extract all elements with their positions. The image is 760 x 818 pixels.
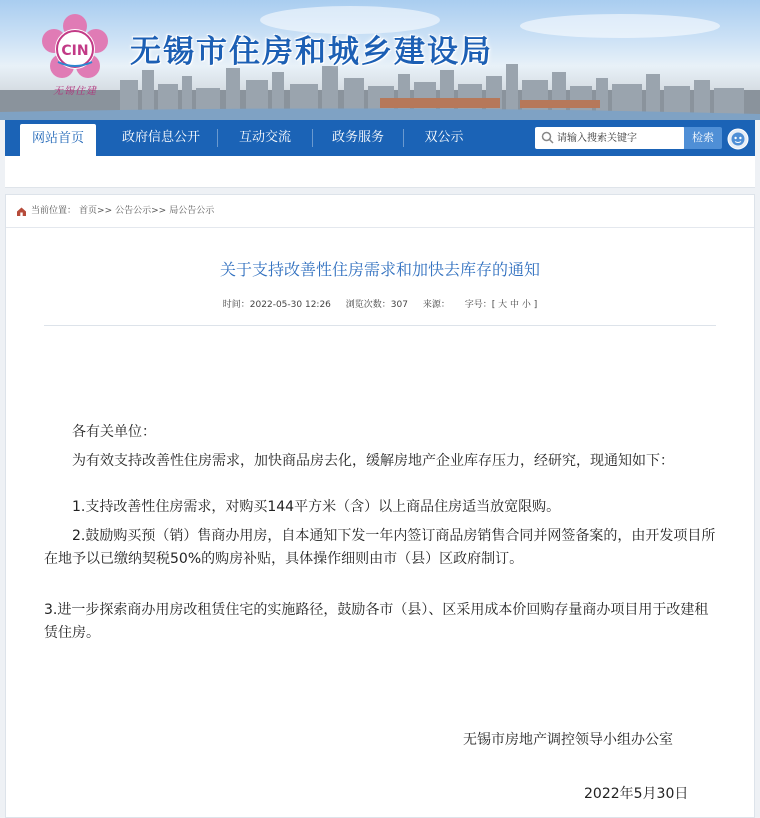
logo-caption: 无锡住建 bbox=[53, 86, 97, 97]
nav-separator bbox=[312, 129, 313, 147]
nav-separator bbox=[217, 129, 218, 147]
nav-item-home[interactable]: 网站首页 bbox=[20, 124, 96, 156]
home-icon bbox=[16, 206, 27, 217]
article-card bbox=[5, 194, 755, 818]
breadcrumb-prefix: 当前位置： bbox=[31, 205, 77, 216]
nav-item-services[interactable]: 政务服务 bbox=[331, 130, 384, 145]
item-2-paragraph: 2.鼓励购买预（销）售商办用房，自本通知下发一年内签订商品房销售合同并网签备案的，由开发项目所在地予以已缴纳契税50%的购房补贴，具体操作细则由市（县）区政府制订。 bbox=[44, 528, 716, 567]
logo-flower-icon bbox=[40, 14, 110, 84]
cloud-decoration bbox=[520, 14, 720, 38]
view-count: 浏览次数：307 bbox=[345, 300, 408, 310]
search-field bbox=[535, 127, 685, 149]
header-banner bbox=[0, 0, 760, 120]
nav-item-double-publicity[interactable]: 双公示 bbox=[424, 130, 464, 145]
accessibility-icon[interactable] bbox=[727, 128, 749, 150]
main-nav bbox=[5, 120, 755, 156]
nav-separator bbox=[403, 129, 404, 147]
breadcrumb-bureau-notices[interactable]: 局公告公示 bbox=[169, 205, 215, 216]
breadcrumb-notices[interactable]: 公告公示 bbox=[115, 205, 152, 216]
item-1-paragraph: 1.支持改善性住房需求，对购买144平方米（含）以上商品住房适当放宽限购。 bbox=[72, 499, 561, 515]
signature-office: 无锡市房地产调控领导小组办公室 bbox=[463, 732, 673, 748]
search-input[interactable] bbox=[557, 129, 681, 147]
search-icon bbox=[541, 131, 554, 144]
breadcrumb bbox=[6, 195, 754, 228]
greeting-paragraph: 各有关单位： bbox=[72, 424, 156, 440]
title-divider bbox=[44, 325, 716, 326]
signature-date: 2022年5月30日 bbox=[584, 786, 689, 802]
publish-time: 时间：2022-05-30 12:26 bbox=[222, 300, 331, 310]
nav-item-interaction[interactable]: 互动交流 bbox=[238, 130, 291, 145]
breadcrumb-separator: >> bbox=[151, 205, 167, 216]
breadcrumb-separator: >> bbox=[97, 205, 113, 216]
article-source: 来源： bbox=[422, 300, 450, 310]
breadcrumb-home[interactable]: 首页 bbox=[79, 205, 98, 216]
article-meta bbox=[6, 297, 754, 310]
nav-item-gov-info[interactable]: 政府信息公开 bbox=[121, 130, 200, 145]
intro-paragraph: 为有效支持改善性住房需求，加快商品房去化，缓解房地产企业库存压力，经研究，现通知如下： bbox=[72, 453, 674, 469]
site-title: 无锡市住房和城乡建设局 bbox=[130, 34, 493, 70]
item-3-paragraph: 3.进一步探索商办用房改租赁住宅的实施路径，鼓励各市（县）、区采用成本价回购存量商办项目用于改建租赁住房。 bbox=[44, 602, 709, 641]
search-button[interactable]: 检索 bbox=[684, 127, 722, 149]
logo-text: CIN bbox=[61, 43, 89, 59]
sub-nav-bar bbox=[5, 156, 755, 188]
font-size-selector[interactable]: 字号：[ 大 中 小 ] bbox=[464, 300, 538, 310]
article-title: 关于支持改善性住房需求和加快去库存的通知 bbox=[219, 260, 540, 279]
